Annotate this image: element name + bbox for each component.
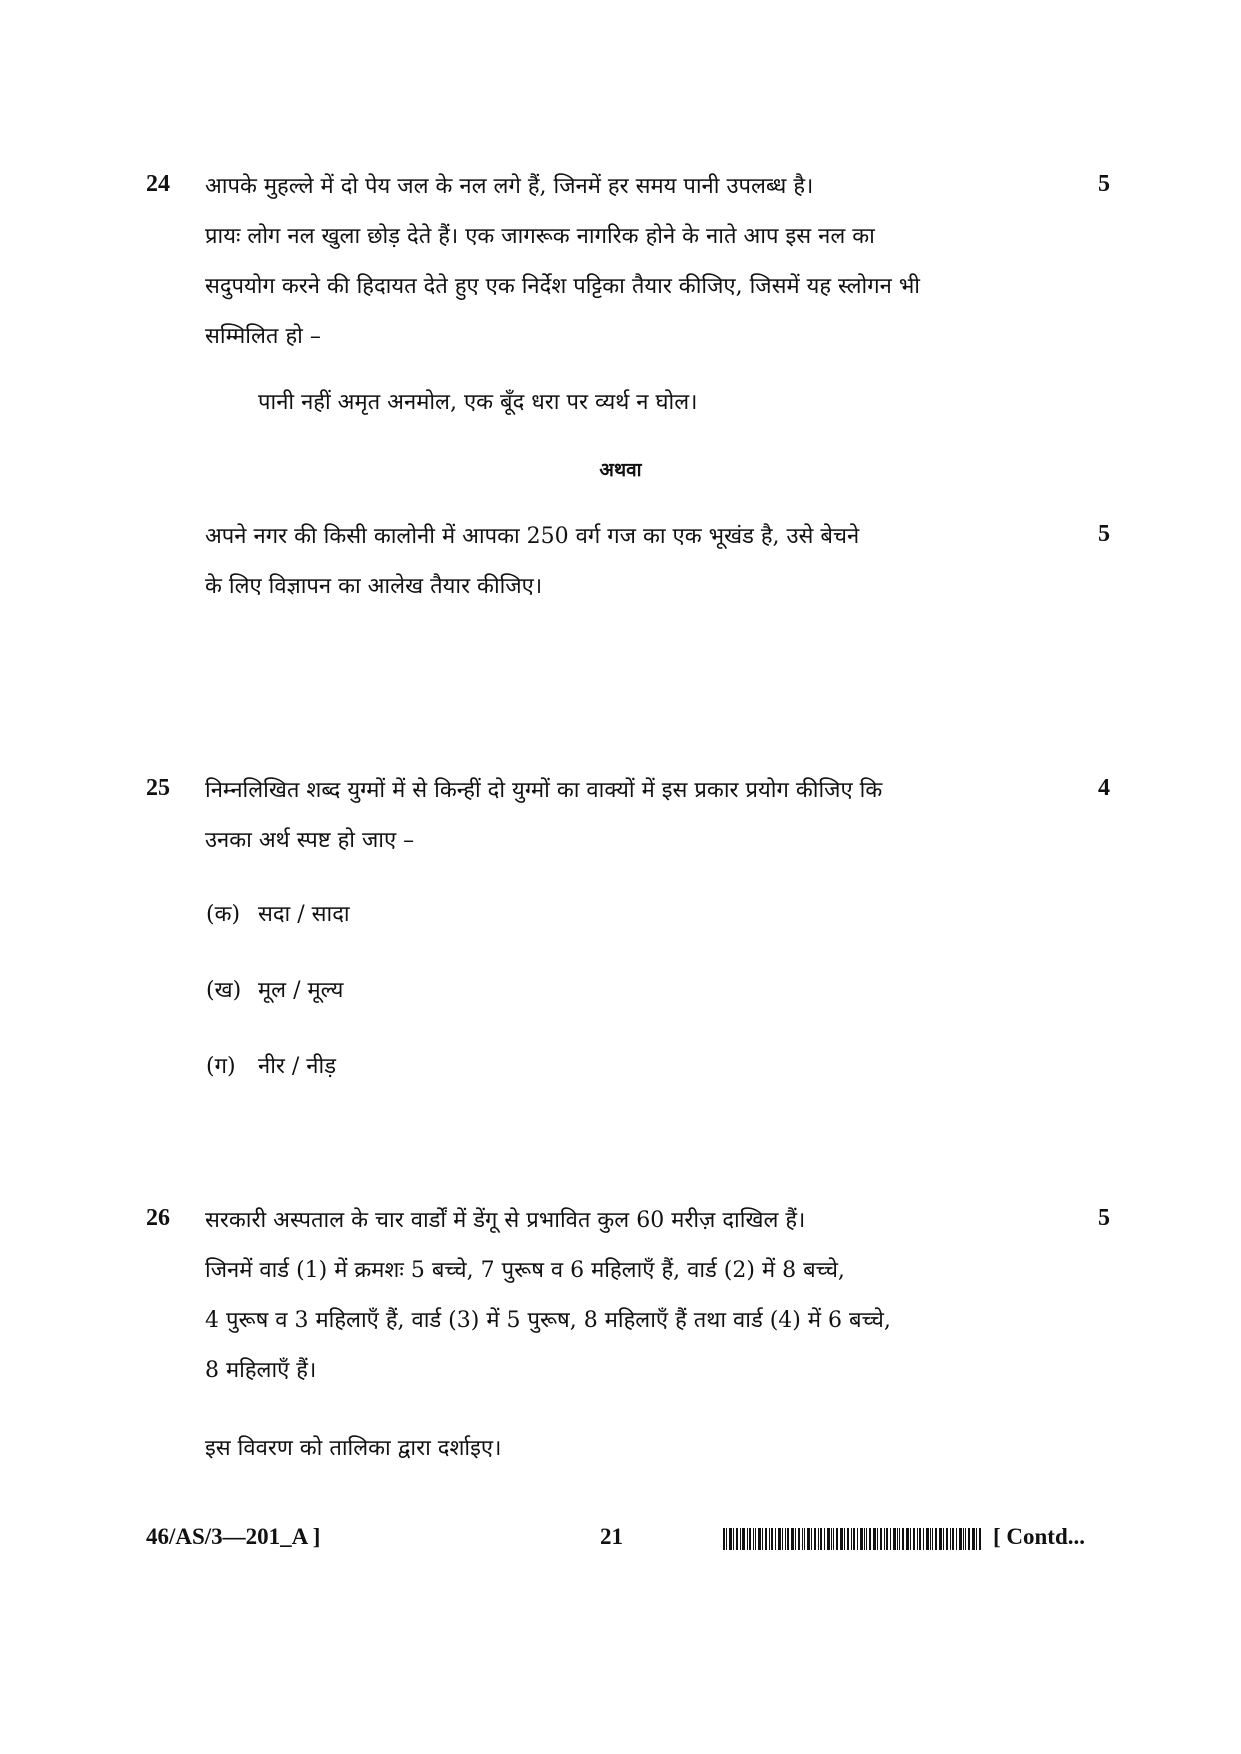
continued-label: [ Contd... — [993, 1524, 1086, 1549]
option-label: (ख) — [206, 978, 242, 1003]
option-item — [206, 898, 350, 928]
question-number: 25 — [146, 775, 170, 801]
option-text: मूल / मूल्य — [258, 978, 344, 1003]
question-marks: 5 — [1098, 171, 1110, 197]
question-text-line: प्रायः लोग नल खुला छोड़ देते हैं। एक जागरूक नागरिक होने के नाते आप इस नल का — [205, 224, 875, 249]
question-text-line: 4 पुरूष व 3 महिलाएँ हैं, वार्ड (3) में 5 पुरूष, 8 महिलाएँ हैं तथा वार्ड (4) में 6 बच्चे, — [205, 1308, 891, 1333]
option-label: (ग) — [206, 1054, 236, 1079]
question-text-line: सम्मिलित हो – — [205, 324, 321, 349]
question-marks: 4 — [1098, 775, 1110, 801]
or-separator: अथवा — [599, 459, 642, 481]
paper-code: 46/AS/3—201_A ] — [146, 1524, 321, 1549]
option-text: सदा / सादा — [258, 902, 350, 927]
question-text-line: सरकारी अस्पताल के चार वार्डों में डेंगू से प्रभावित कुल 60 मरीज़ दाखिल हैं। — [205, 1208, 806, 1233]
question-instruction: इस विवरण को तालिका द्वारा दर्शाइए। — [205, 1436, 502, 1461]
option-item — [206, 1050, 336, 1080]
question-text-line: उनका अर्थ स्पष्ट हो जाए – — [205, 828, 415, 853]
question-marks: 5 — [1098, 1205, 1110, 1231]
alternative-question-line: अपने नगर की किसी कालोनी में आपका 250 वर्ग गज का एक भूखंड है, उसे बेचने — [205, 524, 860, 549]
page-number: 21 — [600, 1524, 623, 1549]
question-text-line: निम्नलिखित शब्द युग्मों में से किन्हीं दो युग्मों का वाक्यों में इस प्रकार प्रयोग कीजिए कि — [205, 778, 883, 803]
question-text-line: सदुपयोग करने की हिदायत देते हुए एक निर्देश पट्टिका तैयार कीजिए, जिसमें यह स्लोगन भी — [205, 274, 920, 299]
question-text-line: आपके मुहल्ले में दो पेय जल के नल लगे हैं, जिनमें हर समय पानी उपलब्ध है। — [205, 174, 814, 199]
option-text: नीर / नीड़ — [258, 1054, 336, 1079]
barcode-image — [723, 1528, 981, 1550]
option-item — [206, 974, 343, 1004]
alternative-question-line: के लिए विज्ञापन का आलेख तैयार कीजिए। — [205, 574, 543, 599]
question-text-line: जिनमें वार्ड (1) में क्रमशः 5 बच्चे, 7 पुरूष व 6 महिलाएँ हैं, वार्ड (2) में 8 बच्चे, — [205, 1258, 845, 1283]
alternative-question-marks: 5 — [1098, 521, 1110, 547]
question-number: 26 — [146, 1205, 170, 1231]
option-label: (क) — [206, 902, 241, 927]
slogan-text: पानी नहीं अमृत अनमोल, एक बूँद धरा पर व्यर्थ न घोल। — [258, 390, 698, 415]
question-number: 24 — [146, 171, 170, 197]
question-text-line: 8 महिलाएँ हैं। — [205, 1358, 317, 1383]
page-footer — [0, 1524, 1241, 1564]
